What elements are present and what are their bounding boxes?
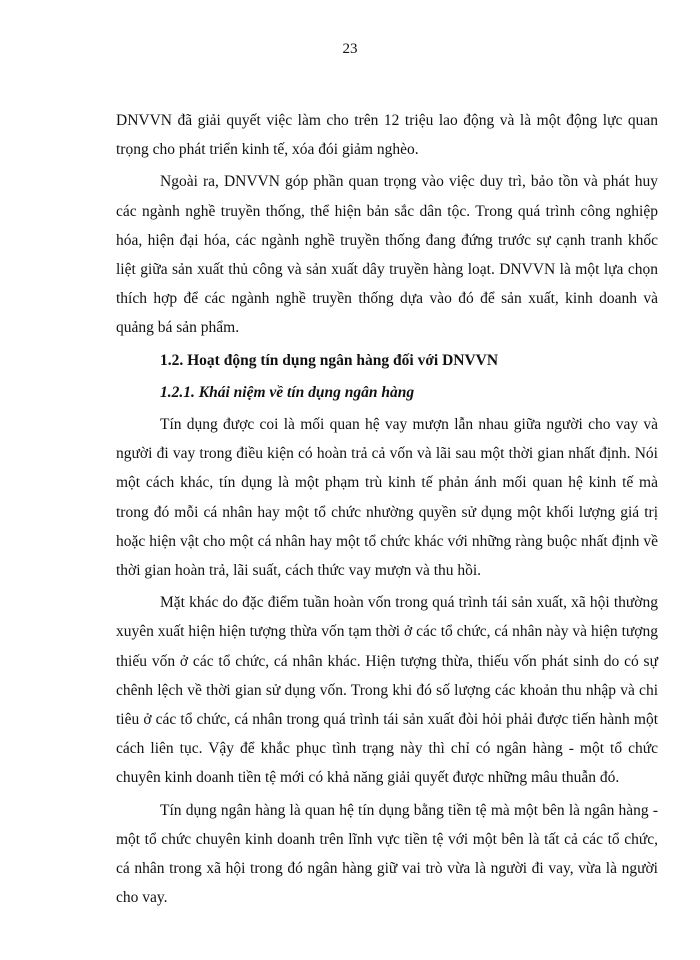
paragraph-continued: DNVVN đã giải quyết việc làm cho trên 12 triệu lao động và là một động lực quan trọng cho phát triển kinh tế, xóa đói giảm nghèo.	[116, 112, 658, 159]
section-heading: 1.2. Hoạt động tín dụng ngân hàng đối với DNVVN	[160, 351, 499, 369]
paragraph: Ngoài ra, DNVVN góp phần quan trọng vào việc duy trì, bảo tồn và phát huy các ngành nghề truyền thống, thể hiện bản sắc dân tộc. Trong quá trình công nghiệp hóa, hiện đại hóa, các ngành nghề truyền thống đang đứng trước sự cạnh tranh khốc liệt giữa sản xuất thủ công và sản xuất dây truyền hàng loạt. DNVVN là một lựa chọn thích hợp để các ngành nghề truyền thống dựa vào đó để sản xuất, kinh doanh và quảng bá sản phẩm.	[116, 173, 658, 337]
page-number: 23	[342, 41, 358, 57]
paragraph: Tín dụng ngân hàng là quan hệ tín dụng bằng tiền tệ mà một bên là ngân hàng - một tổ chức chuyên kinh doanh trên lĩnh vực tiền tệ với một bên là tất cả các tổ chức, cá nhân trong xã hội trong đó ngân hàng giữ vai trò vừa là người đi vay, vừa là người cho vay.	[116, 801, 658, 907]
document-body	[116, 106, 658, 915]
paragraph: Mặt khác do đặc điểm tuần hoàn vốn trong quá trình tái sản xuất, xã hội thường xuyên xuất hiện hiện tượng thừa vốn tạm thời ở các tổ chức, cá nhân này và hiện tượng thiếu vốn ở các tổ chức, cá nhân khác. Hiện tượng thừa, thiếu vốn phát sinh do có sự chênh lệch về thời gian sử dụng vốn. Trong khi đó số lượng các khoản thu nhập và chi tiêu ở các tổ chức, cá nhân trong quá trình tái sản xuất đòi hỏi phải được tiến hành một cách liên tục. Vậy để khắc phục tình trạng này thì chỉ có ngân hàng - một tổ chức chuyên kinh doanh tiền tệ mới có khả năng giải quyết được những mâu thuẫn đó.	[116, 594, 658, 787]
subsection-heading: 1.2.1. Khái niệm về tín dụng ngân hàng	[160, 383, 415, 401]
paragraph: Tín dụng được coi là mối quan hệ vay mượn lẫn nhau giữa người cho vay và người đi vay trong điều kiện có hoàn trả cả vốn và lãi sau một thời gian nhất định. Nói một cách khác, tín dụng là một phạm trù kinh tế phản ánh mối quan hệ kinh tế mà trong đó mỗi cá nhân hay một tổ chức nhường quyền sử dụng một khối lượng giá trị hoặc hiện vật cho một cá nhân hay một tổ chức khác với những ràng buộc nhất định về thời gian hoàn trả, lãi suất, cách thức vay mượn và thu hồi.	[116, 416, 658, 580]
